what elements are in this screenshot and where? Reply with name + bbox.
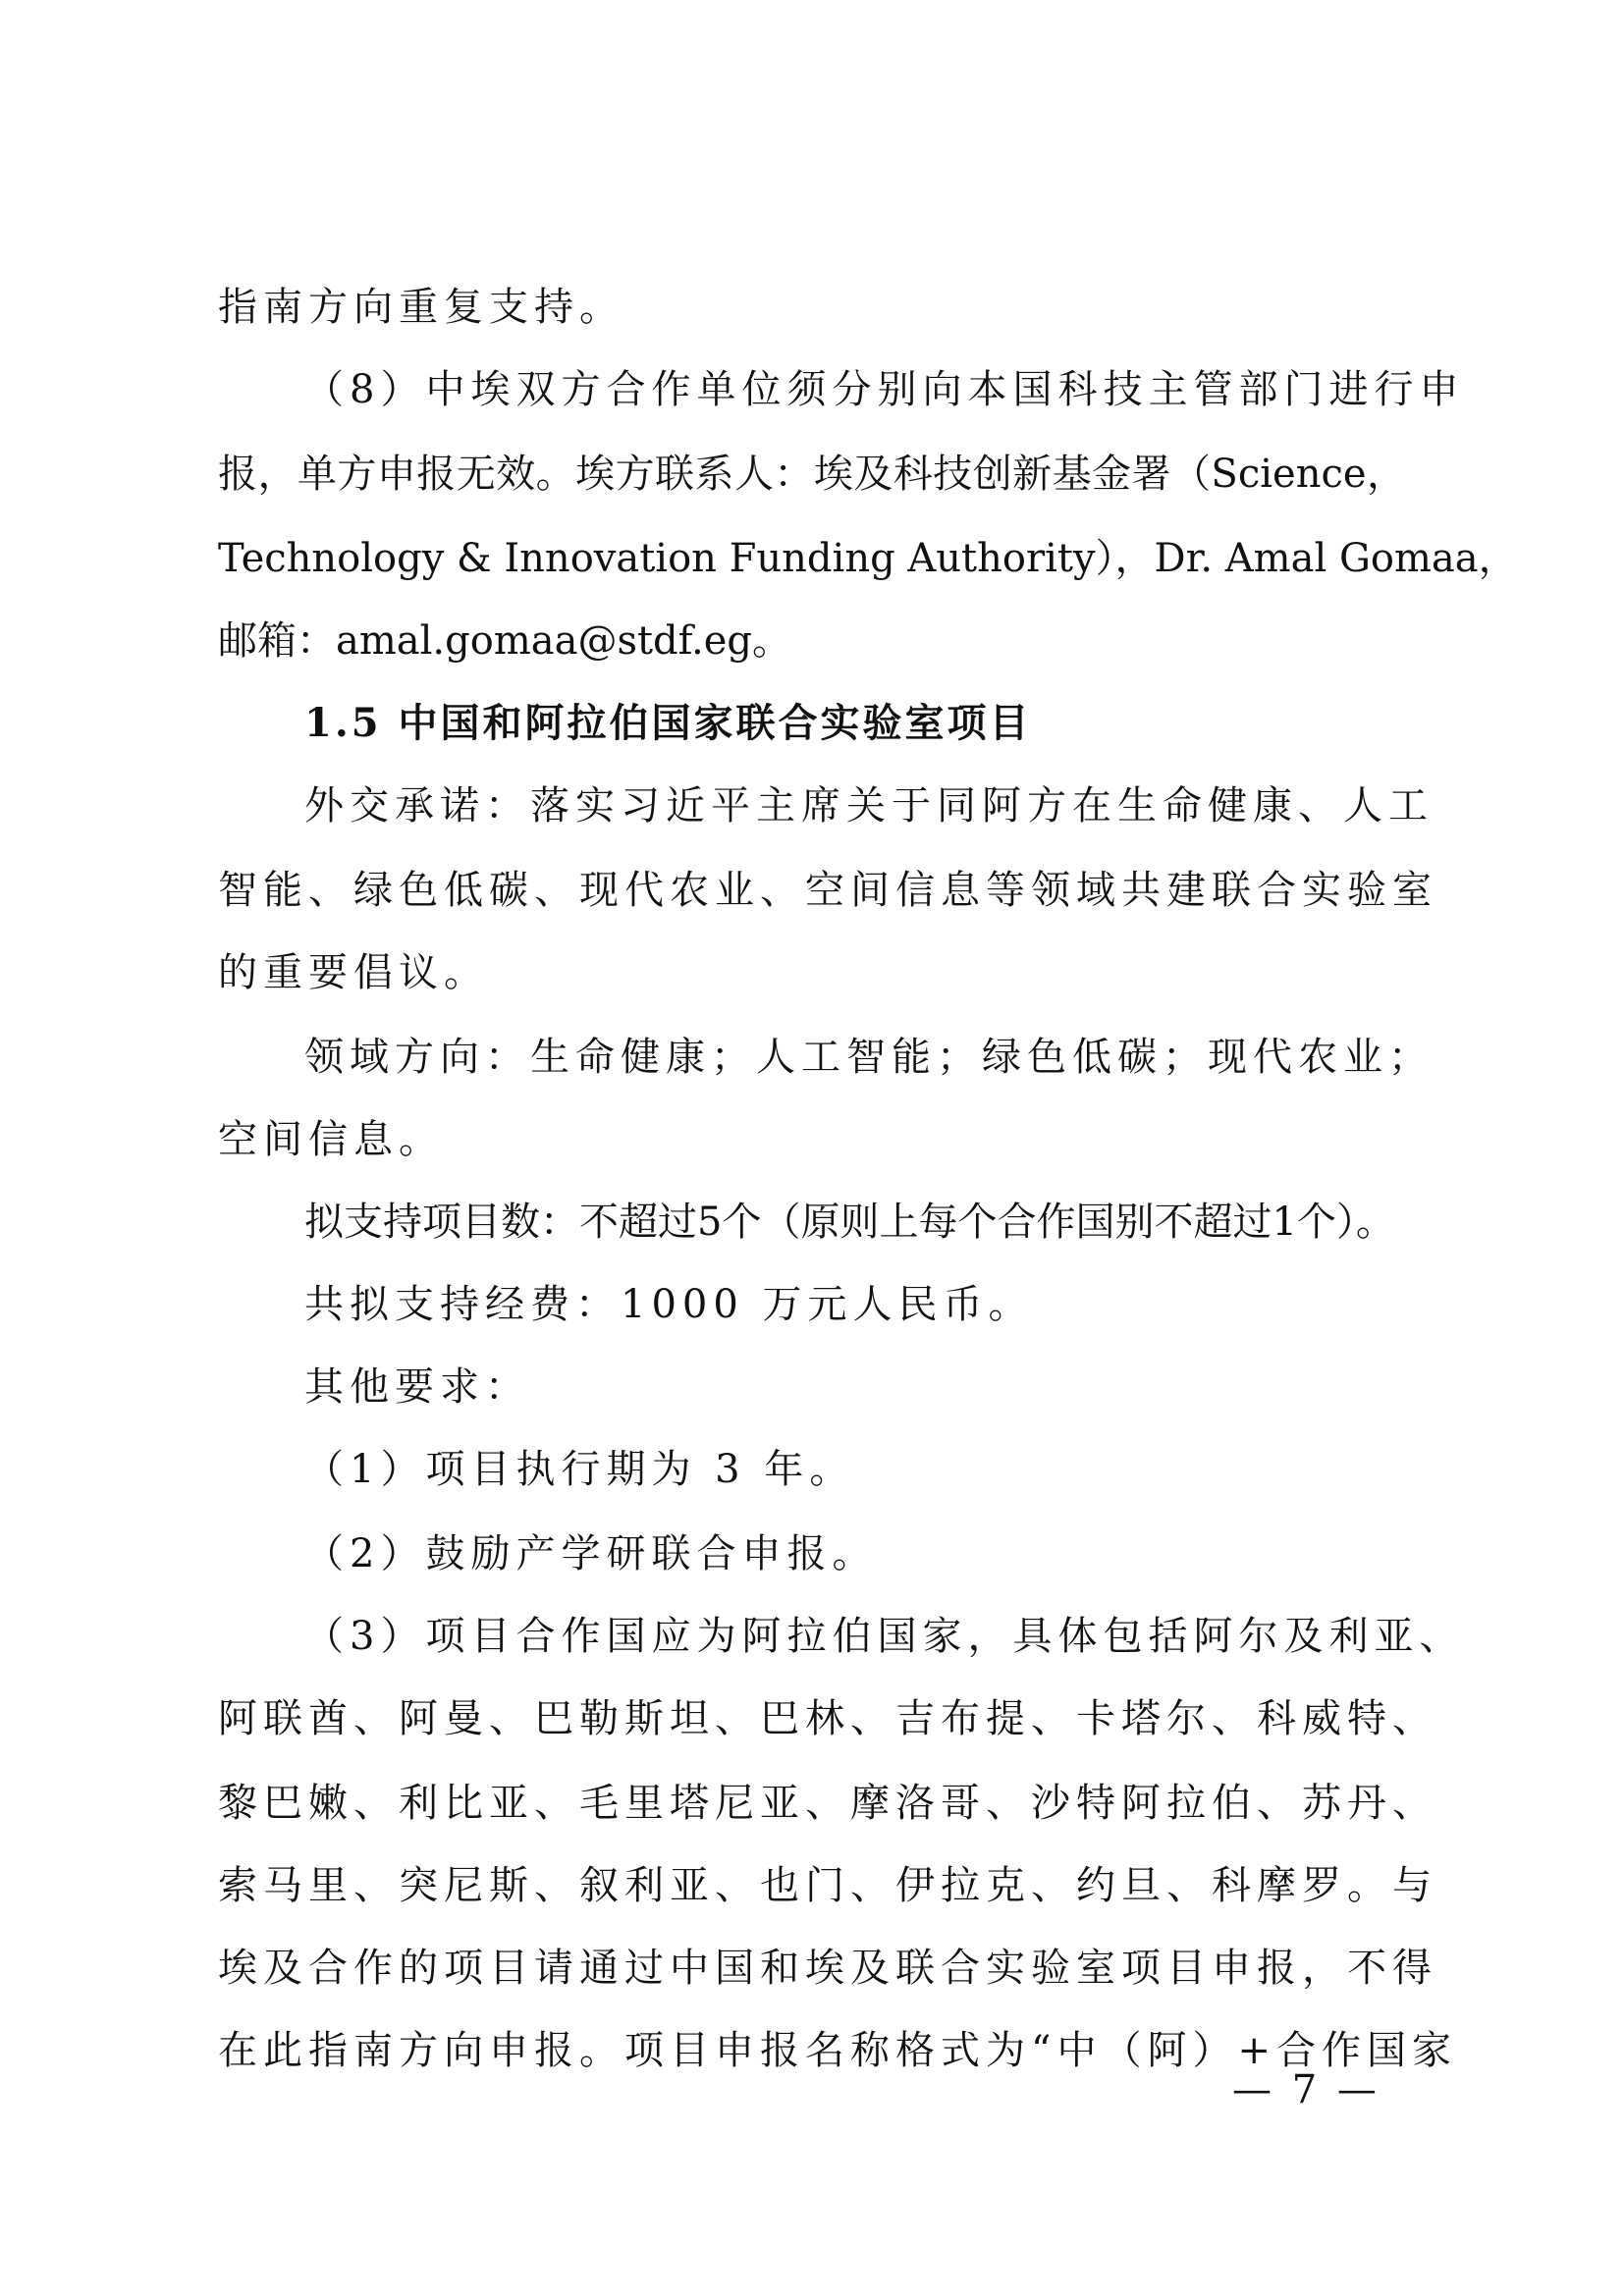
text-line: 报，单方申报无效。埃方联系人：埃及科技创新基金署（Science， (218, 452, 1406, 497)
text-line: Technology & Innovation Funding Authority），Dr. Amal Gomaa， (218, 536, 1518, 581)
text-line: 拟支持项目数：不超过5个（原则上每个合作国别不超过1个）。 (304, 1200, 1395, 1245)
text-line: （3）项目合作国应为阿拉伯国家，具体包括阿尔及利亚、 (304, 1614, 1465, 1659)
text-line: 智能、绿色低碳、现代农业、空间信息等领域共建联合实验室 (218, 868, 1437, 913)
text-line: （1）项目执行期为 3 年。 (304, 1447, 855, 1492)
text-line: （8）中埃双方合作单位须分别向本国科技主管部门进行申 (304, 367, 1465, 412)
text-line: 空间信息。 (218, 1117, 444, 1162)
text-line: 邮箱：amal.gomaa@stdf.eg。 (218, 618, 792, 664)
text-line: 埃及合作的项目请通过中国和埃及联合实验室项目申报，不得 (218, 1946, 1437, 1991)
section-heading: 1.5 中国和阿拉伯国家联合实验室项目 (304, 700, 1032, 746)
text-line: 阿联酋、阿曼、巴勒斯坦、巴林、吉布提、卡塔尔、科威特、 (218, 1696, 1437, 1741)
text-line: 黎巴嫩、利比亚、毛里塔尼亚、摩洛哥、沙特阿拉伯、苏丹、 (218, 1781, 1437, 1826)
text-line: 外交承诺：落实习近平主席关于同阿方在生命健康、人工 (304, 783, 1434, 828)
text-line: （2）鼓励产学研联合申报。 (304, 1531, 878, 1576)
text-line: 其他要求： (304, 1364, 530, 1410)
text-line: 指南方向重复支持。 (218, 285, 624, 330)
text-line: 索马里、突尼斯、叙利亚、也门、伊拉克、约旦、科摩罗。与 (218, 1863, 1437, 1908)
text-line: 在此指南方向申报。项目申报名称格式为“中（阿）+合作国家 (218, 2028, 1457, 2073)
text-line: 共拟支持经费：1000 万元人民币。 (304, 1282, 1034, 1327)
text-line: 领域方向：生命健康；人工智能；绿色低碳；现代农业； (304, 1035, 1434, 1080)
text-line: 的重要倡议。 (218, 950, 489, 995)
page-number: — 7 — (1232, 2067, 1380, 2112)
